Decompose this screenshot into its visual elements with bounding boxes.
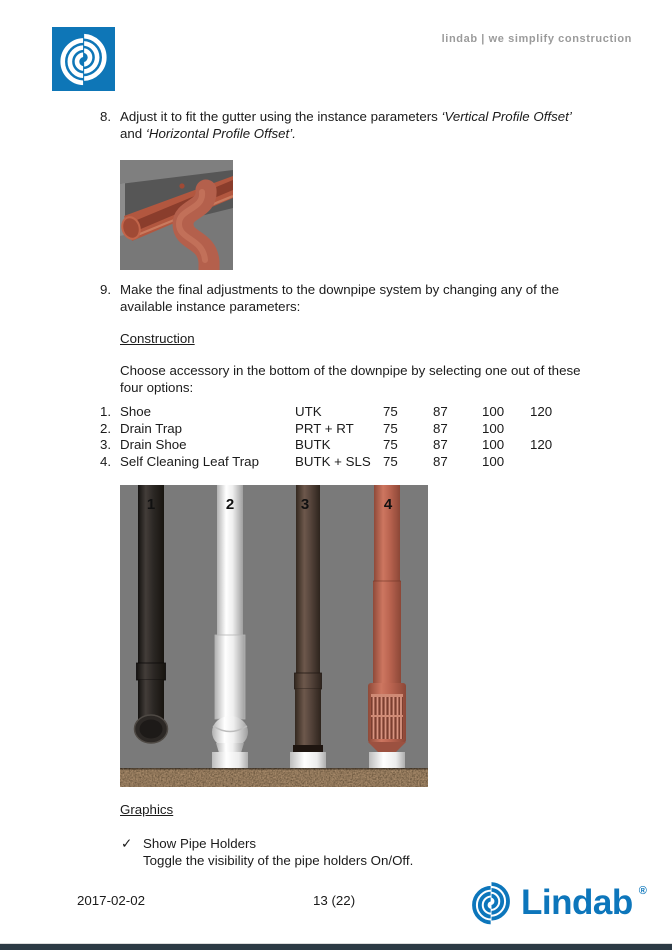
item-number: 8. [100,109,112,124]
list-item-8 [100,108,615,143]
checkmark-icon: ✓ [121,836,133,851]
footer-date: 2017-02-02 [77,893,146,908]
pipe-label-3: 3 [300,496,310,513]
item8-line2: and ‘Horizontal Profile Offset’. [120,126,296,142]
downpipe-accessories-figure [120,485,428,787]
item9-line1: Make the final adjustments to the downpipe system by changing any of the [120,282,560,297]
list-item-9 [100,281,615,316]
construction-heading: Construction [120,331,195,346]
pipe-1-shoe [135,485,168,743]
lindab-logo-mark [52,27,115,91]
footer-page-number: 13 (22) [313,893,356,908]
graphics-option [121,835,413,870]
lindab-wordmark: Lindab [521,883,633,922]
footer-accent-bar [0,943,672,950]
item8-line1: Adjust it to fit the gutter using the instance parameters ‘Vertical Profile Offset’ [120,109,572,124]
item-number: 9. [100,282,112,297]
header-tagline: lindab | we simplify construction [441,33,632,45]
graphics-heading: Graphics [120,802,174,817]
option-label: Show Pipe Holders [143,836,257,851]
construction-intro: Choose accessory in the bottom of the downpipe by selecting one out of these four options: [120,363,581,396]
registered-trademark: ® [638,885,647,897]
soil-ground [120,768,428,787]
pipe-2-drain-trap [212,485,248,769]
pipe-label-1: 1 [146,496,156,513]
lindab-symbol-icon [52,27,115,91]
gutter-render-figure [120,160,233,270]
accessory-options-table: 1. Shoe UTK 75 87 100 120 2. Drain Trap PRT + RT 75 87 100 3. Drain Shoe BUTK 75 87 100 120 4. Self Cleaning Leaf Trap BUTK + SLS 75 87 100 [100,404,553,469]
lindab-footer-logo [466,877,646,929]
lindab-symbol-icon [466,878,516,928]
pipe-label-4: 4 [383,496,393,513]
item9-line2: available instance parameters: [120,299,301,315]
option-description: Toggle the visibility of the pipe holders On/Off. [143,853,414,869]
pipe-label-2: 2 [225,496,235,513]
